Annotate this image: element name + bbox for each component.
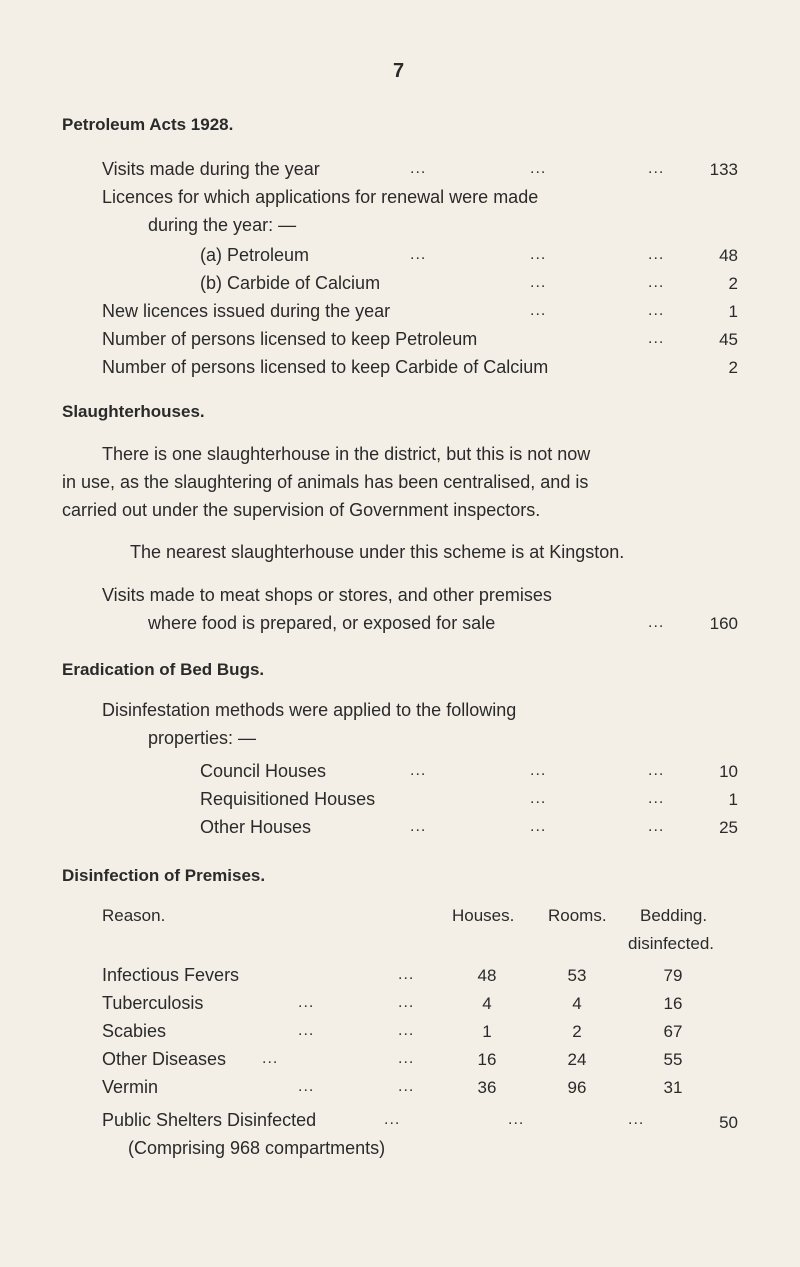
table-row-bedding: 31	[663, 1078, 683, 1097]
table-row-houses: 4	[482, 994, 492, 1013]
table-row-bedding: 67	[663, 1022, 683, 1041]
petroleum-label: (a) Petroleum	[200, 245, 310, 265]
table-row-rooms: 53	[567, 966, 587, 985]
bedbugs-intro-line1: Disinfestation methods were applied to the following	[102, 700, 517, 720]
table-row-bedding: 16	[663, 994, 683, 1013]
dot-leader: ...	[530, 818, 547, 835]
dot-leader: ...	[530, 762, 547, 779]
bedbugs-intro-line2: properties: —	[148, 728, 257, 748]
slaughter-para1-line2: in use, as the slaughtering of animals has been centralised, and is	[62, 472, 589, 492]
table-row-bedding: 79	[663, 966, 683, 985]
persons-carbide-label: Number of persons licensed to keep Carbide of Calcium	[102, 357, 549, 377]
shelters-note: (Comprising 968 compartments)	[128, 1138, 386, 1158]
dot-leader: ...	[410, 762, 427, 779]
table-row-reason: Infectious Fevers	[102, 965, 240, 985]
dot-leader: ...	[298, 1078, 315, 1095]
visits-value: 133	[709, 160, 738, 179]
col-header-bedding: Bedding.	[640, 906, 708, 925]
slaughter-para1-line3: carried out under the supervision of Government inspectors.	[62, 500, 541, 520]
table-row-rooms: 2	[572, 1022, 582, 1041]
requisitioned-houses-value: 1	[728, 790, 738, 809]
slaughter-para2: The nearest slaughterhouse under this scheme is at Kingston.	[130, 542, 625, 562]
dot-leader: ...	[298, 1022, 315, 1039]
disinfection-heading: Disinfection of Premises.	[62, 866, 266, 885]
meat-visits-line2: where food is prepared, or exposed for sale	[148, 613, 496, 633]
col-header-houses: Houses.	[452, 906, 515, 925]
col-header-bedding-sub: disinfected.	[628, 934, 714, 953]
table-row-bedding: 55	[663, 1050, 683, 1069]
page-number: 7	[393, 60, 405, 82]
persons-carbide-value: 2	[728, 358, 738, 377]
col-header-rooms: Rooms.	[548, 906, 607, 925]
carbide-value: 2	[728, 274, 738, 293]
dot-leader: ...	[648, 246, 665, 263]
dot-leader: ...	[410, 818, 427, 835]
new-licences-label: New licences issued during the year	[102, 301, 391, 321]
dot-leader: ...	[262, 1050, 279, 1067]
other-houses-label: Other Houses	[200, 817, 312, 837]
persons-petroleum-value: 45	[719, 330, 738, 349]
dot-leader: ...	[648, 302, 665, 319]
table-row-reason: Vermin	[102, 1077, 159, 1097]
table-row-reason: Scabies	[102, 1021, 167, 1041]
meat-visits-value: 160	[709, 614, 738, 633]
council-houses-value: 10	[719, 762, 738, 781]
table-row-houses: 1	[482, 1022, 492, 1041]
visits-label: Visits made during the year	[102, 159, 320, 179]
licences-line1: Licences for which applications for renewal were made	[102, 187, 539, 207]
table-row-reason: Tuberculosis	[102, 993, 204, 1013]
dot-leader: ...	[530, 246, 547, 263]
dot-leader: ...	[530, 790, 547, 807]
dot-leader: ...	[648, 790, 665, 807]
slaughterhouses-heading: Slaughterhouses.	[62, 402, 205, 421]
table-row-rooms: 96	[567, 1078, 587, 1097]
council-houses-label: Council Houses	[200, 761, 327, 781]
shelters-label: Public Shelters Disinfected	[102, 1110, 317, 1130]
table-row-houses: 16	[477, 1050, 497, 1069]
slaughter-para1-line1: There is one slaughterhouse in the district, but this is not now	[102, 444, 591, 464]
table-row-houses: 48	[477, 966, 497, 985]
other-houses-value: 25	[719, 818, 738, 837]
col-header-reason: Reason.	[102, 906, 166, 925]
table-row-houses: 36	[477, 1078, 497, 1097]
table-row-reason: Other Diseases	[102, 1049, 227, 1069]
dot-leader: ...	[398, 994, 415, 1011]
dot-leader: ...	[530, 160, 547, 177]
dot-leader: ...	[648, 160, 665, 177]
dot-leader: ...	[398, 1050, 415, 1067]
dot-leader: ...	[648, 818, 665, 835]
dot-leader: ...	[410, 160, 427, 177]
licences-line2: during the year: —	[148, 215, 297, 235]
persons-petroleum-label: Number of persons licensed to keep Petroleum	[102, 329, 478, 349]
table-row-rooms: 4	[572, 994, 582, 1013]
carbide-label: (b) Carbide of Calcium	[200, 273, 381, 293]
dot-leader: ...	[398, 1078, 415, 1095]
dot-leader: ...	[398, 966, 415, 983]
dot-leader: ...	[648, 614, 665, 631]
dot-leader: ...	[648, 762, 665, 779]
requisitioned-houses-label: Requisitioned Houses	[200, 789, 376, 809]
dot-leader: ...	[648, 274, 665, 291]
meat-visits-line1: Visits made to meat shops or stores, and other premises	[102, 585, 552, 605]
dot-leader: ...	[298, 994, 315, 1011]
bedbugs-heading: Eradication of Bed Bugs.	[62, 660, 265, 679]
dot-leader: ...	[628, 1111, 645, 1128]
petroleum-value: 48	[719, 246, 738, 265]
petroleum-heading: Petroleum Acts 1928.	[62, 115, 234, 134]
table-row-rooms: 24	[567, 1050, 587, 1069]
dot-leader: ...	[508, 1111, 525, 1128]
new-licences-value: 1	[728, 302, 738, 321]
dot-leader: ...	[530, 274, 547, 291]
dot-leader: ...	[384, 1111, 401, 1128]
dot-leader: ...	[530, 302, 547, 319]
shelters-value: 50	[719, 1113, 738, 1132]
dot-leader: ...	[410, 246, 427, 263]
dot-leader: ...	[648, 330, 665, 347]
dot-leader: ...	[398, 1022, 415, 1039]
